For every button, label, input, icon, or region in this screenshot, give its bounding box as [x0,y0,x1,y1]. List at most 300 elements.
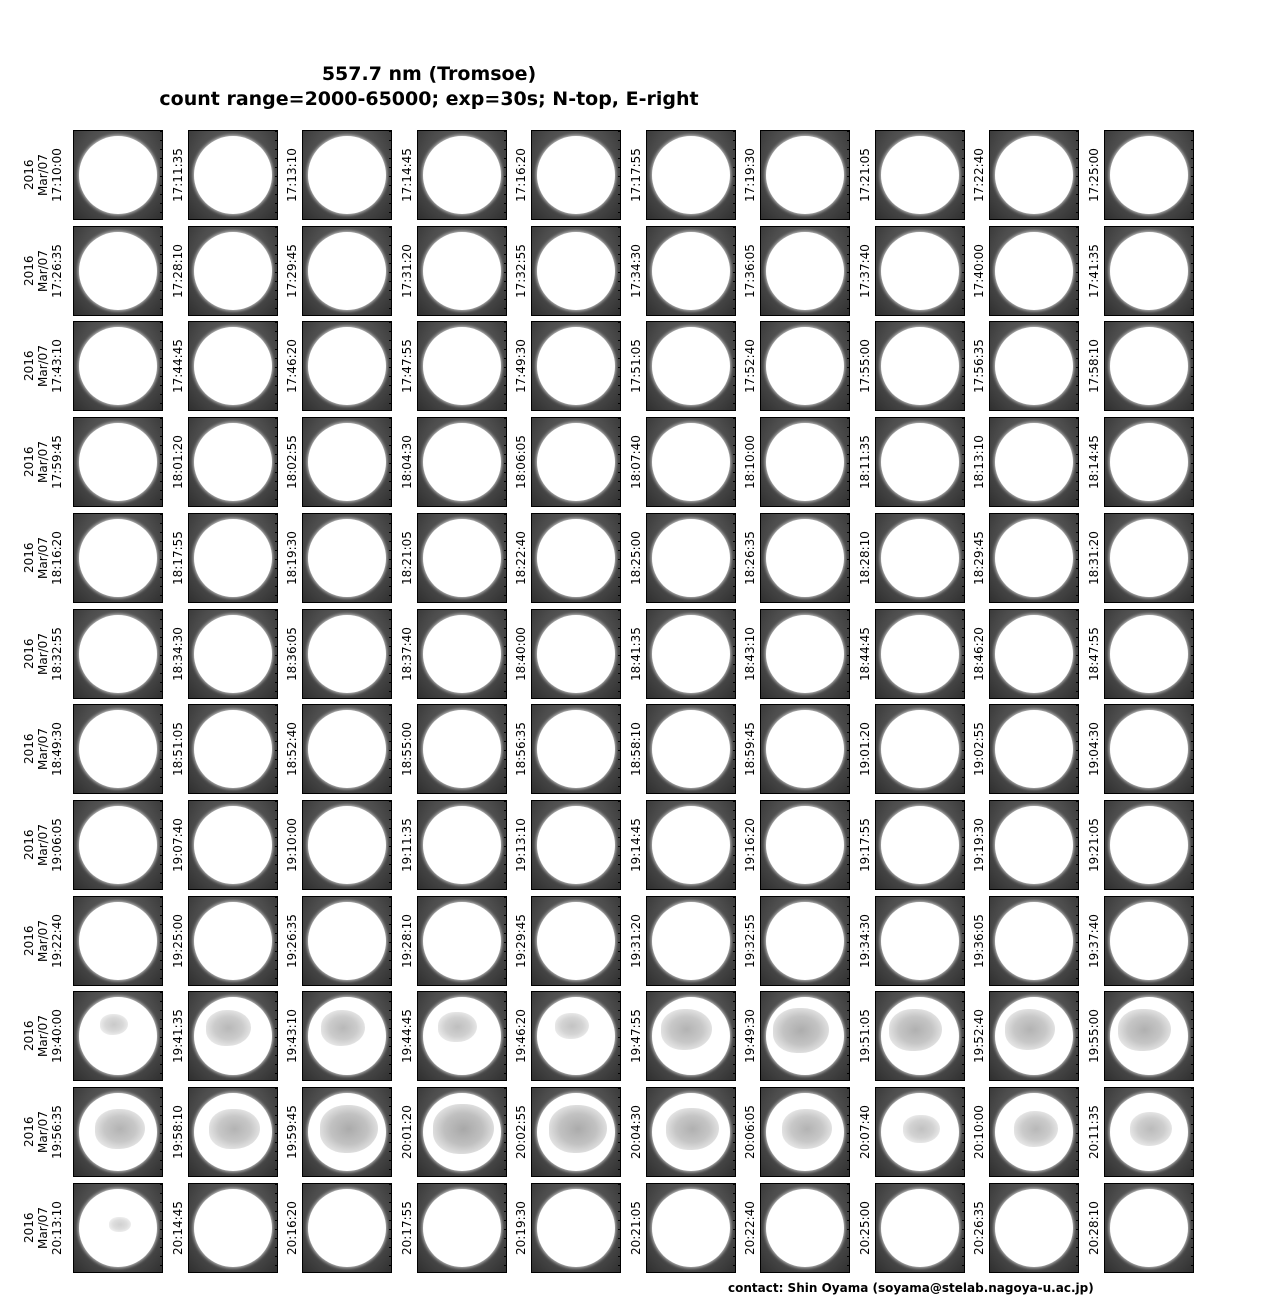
sky-disk [79,1093,157,1171]
sky-image-cell [1086,704,1218,794]
sky-image-cell [1086,1087,1218,1177]
time-label: 20:25:00 [857,1200,872,1255]
sky-image-cell [22,609,187,699]
date-label: Mar/07 [36,345,50,388]
time-label: 19:11:35 [399,817,414,872]
all-sky-image [417,1183,507,1273]
time-label: 19:22:40 [50,913,64,968]
all-sky-image [646,513,736,603]
sky-disk [194,1093,272,1171]
row-timestamp-label [23,704,64,794]
sky-disk [995,710,1073,788]
sky-disk [308,1189,386,1267]
frame-ticks [1076,705,1079,793]
frame-ticks [1191,801,1194,889]
sky-image-cell [743,704,874,794]
frame-ticks [1076,1184,1079,1272]
all-sky-image [73,1183,163,1273]
time-label: 18:29:45 [972,530,986,585]
sky-image-cell [22,130,187,220]
aurora-emission [320,1105,379,1153]
sky-image-cell [972,704,1103,794]
sky-image-cell [743,609,874,699]
frame-ticks [1076,514,1079,602]
sky-disk [881,902,959,980]
sky-disk [194,136,272,214]
time-label: 19:58:10 [170,1105,185,1159]
all-sky-image [417,513,507,603]
time-label: 17:56:35 [972,339,986,394]
all-sky-image [73,800,163,890]
frame-ticks [618,705,621,793]
frame-ticks [847,131,850,219]
frame-ticks [160,610,163,698]
sky-image-cell [972,800,1103,890]
sky-disk [423,1093,501,1171]
frame-ticks [160,418,163,506]
frame-ticks [962,418,965,506]
frame-ticks [504,418,507,506]
all-sky-image [531,991,621,1081]
time-label: 18:36:05 [285,626,299,681]
sky-image-cell [972,130,1103,220]
all-sky-image [302,991,392,1081]
all-sky-image [1104,321,1194,411]
frame-ticks [847,1184,850,1272]
all-sky-image [1104,1183,1194,1273]
frame-ticks [1076,801,1079,889]
sky-disk [995,232,1073,310]
all-sky-image [531,609,621,699]
all-sky-image [417,130,507,220]
frame-ticks [1076,992,1079,1080]
time-label: 18:52:40 [285,722,299,777]
frame-ticks [1191,227,1194,315]
time-label: 20:10:00 [972,1105,986,1159]
time-label: 19:10:00 [285,817,299,872]
all-sky-image [531,704,621,794]
all-sky-image [302,896,392,986]
time-label: 19:31:20 [628,913,643,968]
frame-ticks [618,610,621,698]
frame-ticks [733,1088,736,1176]
frame-ticks [1191,514,1194,602]
aurora-emission [773,1008,829,1053]
sky-image-cell [514,1183,645,1273]
frame-ticks [962,897,965,985]
sky-image-cell [743,991,874,1081]
frame-ticks [1191,322,1194,410]
time-label: 17:21:05 [857,148,872,202]
row-timestamp-label [23,609,64,699]
sky-image-cell [972,1087,1103,1177]
time-label: 17:41:35 [1086,243,1101,298]
year-label: 2016 [22,1021,36,1052]
year-label: 2016 [22,255,36,286]
sky-disk [79,806,157,884]
sky-image-cell [743,1183,874,1273]
frame-ticks [275,418,278,506]
sky-image-cell [1086,226,1218,316]
sky-image-cell [1086,800,1218,890]
frame-ticks [1191,992,1194,1080]
all-sky-image [1104,896,1194,986]
all-sky-image [417,800,507,890]
all-sky-image [760,896,850,986]
time-label: 17:55:00 [857,339,872,394]
all-sky-image [646,1183,736,1273]
all-sky-image [760,704,850,794]
frame-ticks [618,1184,621,1272]
time-label: 20:14:45 [170,1200,185,1255]
frame-ticks [962,610,965,698]
time-label: 18:49:30 [50,722,64,777]
aurora-emission [782,1109,832,1149]
time-label: 19:40:00 [50,1009,64,1064]
frame-ticks [733,801,736,889]
time-label: 19:16:20 [743,817,757,872]
time-label: 19:44:45 [399,1009,414,1064]
all-sky-image [188,226,278,316]
frame-ticks [962,992,965,1080]
all-sky-image [73,226,163,316]
all-sky-image [760,1087,850,1177]
sky-image-cell [743,1087,874,1177]
all-sky-image [875,704,965,794]
sky-image-cell [972,417,1103,507]
sky-disk [995,615,1073,693]
aurora-emission [903,1115,940,1143]
time-label: 18:04:30 [399,435,414,490]
sky-disk [423,232,501,310]
time-label: 18:01:20 [170,435,185,490]
frame-ticks [389,897,392,985]
all-sky-image [531,130,621,220]
frame-ticks [847,227,850,315]
all-sky-image [417,704,507,794]
sky-disk [652,710,730,788]
all-sky-image [73,1087,163,1177]
frame-ticks [733,418,736,506]
sky-image-cell [514,991,645,1081]
year-label: 2016 [22,925,36,956]
frame-ticks [275,1088,278,1176]
year-label: 2016 [22,1116,36,1148]
year-label: 2016 [22,638,36,669]
time-label: 17:40:00 [972,243,986,298]
all-sky-image [531,417,621,507]
time-label: 19:56:35 [50,1105,64,1159]
all-sky-image [760,991,850,1081]
all-sky-image [989,417,1079,507]
sky-image-cell [514,896,645,986]
sky-disk [652,423,730,501]
plot-subtitle: count range=2000-65000; exp=30s; N-top, E-right [159,88,699,110]
all-sky-image [417,226,507,316]
all-sky-image [1104,226,1194,316]
all-sky-image [989,704,1079,794]
time-label: 18:40:00 [514,626,528,681]
sky-image-cell [972,991,1103,1081]
frame-ticks [1191,705,1194,793]
sky-image-cell [972,896,1103,986]
sky-disk [766,1093,844,1171]
frame-ticks [618,418,621,506]
date-label: Mar/07 [36,536,50,579]
time-label: 20:26:35 [972,1200,986,1255]
time-label: 19:49:30 [743,1009,757,1064]
sky-disk [308,232,386,310]
frame-ticks [275,227,278,315]
all-sky-image [188,1183,278,1273]
sky-disk [1110,423,1188,501]
sky-disk [1110,997,1188,1075]
frame-ticks [618,801,621,889]
time-label: 17:47:55 [399,339,414,394]
all-sky-image [188,896,278,986]
aurora-emission [95,1109,145,1149]
sky-disk [537,710,615,788]
all-sky-image [73,991,163,1081]
aurora-emission [1118,1009,1171,1052]
sky-image-cell [1086,513,1218,603]
aurora-emission [555,1013,589,1039]
row-timestamp-label [23,226,64,316]
year-label: 2016 [22,159,36,191]
sky-image-cell [22,226,187,316]
sky-image-cell [514,609,645,699]
frame-ticks [1076,322,1079,410]
time-label: 20:17:55 [399,1200,414,1255]
sky-disk [881,806,959,884]
aurora-emission [661,1009,711,1049]
time-label: 18:55:00 [399,722,414,777]
sky-disk [194,997,272,1075]
sky-disk [423,997,501,1075]
sky-disk [995,997,1073,1075]
aurora-emission [433,1104,494,1154]
sky-image-cell [514,704,645,794]
frame-ticks [160,1184,163,1272]
frame-ticks [275,131,278,219]
time-label: 17:22:40 [972,148,986,202]
all-sky-image [875,896,965,986]
sky-disk [308,997,386,1075]
all-sky-image [302,417,392,507]
sky-disk [881,327,959,405]
time-label: 17:31:20 [399,243,414,298]
sky-disk [995,902,1073,980]
date-label: Mar/07 [36,1015,50,1058]
all-sky-image [760,609,850,699]
all-sky-image [188,609,278,699]
sky-disk [652,519,730,597]
sky-image-cell [743,321,874,411]
sky-disk [652,1189,730,1267]
time-label: 17:11:35 [170,148,185,202]
all-sky-image [760,417,850,507]
row-timestamp-label [23,1183,64,1273]
all-sky-image [989,800,1079,890]
sky-disk [766,327,844,405]
time-label: 17:43:10 [50,339,64,394]
frame-ticks [275,705,278,793]
date-label: Mar/07 [36,1206,50,1249]
sky-disk [652,902,730,980]
time-label: 17:13:10 [285,148,299,202]
frame-ticks [733,322,736,410]
sky-disk [766,710,844,788]
sky-disk [194,423,272,501]
sky-disk [423,136,501,214]
sky-disk [652,232,730,310]
date-label: Mar/07 [36,154,50,196]
sky-disk [1110,327,1188,405]
sky-disk [995,806,1073,884]
time-label: 18:47:55 [1086,626,1101,681]
all-sky-image [989,609,1079,699]
sky-disk [881,615,959,693]
date-label: Mar/07 [36,919,50,962]
frame-ticks [618,227,621,315]
frame-ticks [389,992,392,1080]
frame-ticks [1191,1184,1194,1272]
sky-image-cell [514,321,645,411]
sky-image-cell [285,417,416,507]
all-sky-image [188,321,278,411]
all-sky-image [531,1183,621,1273]
sky-disk [423,806,501,884]
all-sky-image [417,896,507,986]
all-sky-image [646,704,736,794]
sky-disk [995,136,1073,214]
time-label: 17:14:45 [399,148,414,202]
time-label: 18:46:20 [972,626,986,681]
time-label: 19:37:40 [1086,913,1101,968]
sky-disk [308,902,386,980]
time-label: 18:16:20 [50,530,64,585]
time-label: 17:58:10 [1086,339,1101,394]
frame-ticks [504,992,507,1080]
sky-disk [1110,519,1188,597]
sky-disk [308,806,386,884]
all-sky-image [875,1183,965,1273]
time-label: 17:36:05 [743,243,757,298]
sky-disk [194,902,272,980]
frame-ticks [275,514,278,602]
sky-disk [766,519,844,597]
all-sky-image [875,1087,965,1177]
all-sky-image [646,417,736,507]
frame-ticks [504,1184,507,1272]
frame-ticks [962,322,965,410]
sky-image-cell [514,226,645,316]
all-sky-image [73,896,163,986]
contact-line: contact: Shin Oyama (soyama@stelab.nagoya-u.ac.jp) [728,1281,1094,1295]
aurora-emission [1014,1111,1059,1147]
frame-ticks [160,705,163,793]
all-sky-image [73,609,163,699]
all-sky-image [302,1087,392,1177]
frame-ticks [733,1184,736,1272]
all-sky-image [1104,417,1194,507]
time-label: 20:02:55 [514,1105,528,1159]
aurora-emission [209,1109,259,1149]
row-timestamp-label [23,130,64,220]
frame-ticks [389,131,392,219]
sky-image-cell [22,321,187,411]
sky-disk [537,1189,615,1267]
frame-ticks [962,705,965,793]
time-label: 19:32:55 [743,913,757,968]
sky-disk [1110,615,1188,693]
all-sky-image [646,226,736,316]
time-label: 19:34:30 [857,913,872,968]
frame-ticks [733,992,736,1080]
sky-disk [881,710,959,788]
time-label: 19:21:05 [1086,817,1101,872]
sky-image-cell [285,321,416,411]
sky-disk [79,1189,157,1267]
all-sky-image [188,991,278,1081]
frame-ticks [504,801,507,889]
sky-image-cell [22,1183,187,1273]
all-sky-image [1104,704,1194,794]
row-timestamp-label [23,800,64,890]
sky-disk [537,997,615,1075]
sky-disk [79,136,157,214]
all-sky-image [989,991,1079,1081]
sky-disk [766,615,844,693]
sky-disk [423,327,501,405]
all-sky-image [760,1183,850,1273]
frame-ticks [389,705,392,793]
time-label: 17:28:10 [170,243,185,298]
all-sky-image [188,417,278,507]
all-sky-image [417,1087,507,1177]
time-label: 18:21:05 [399,530,414,585]
time-label: 20:01:20 [399,1105,414,1159]
time-label: 19:47:55 [628,1009,643,1064]
sky-image-cell [743,130,874,220]
all-sky-image [646,800,736,890]
frame-ticks [847,897,850,985]
time-label: 18:37:40 [399,626,414,681]
sky-image-cell [1086,130,1218,220]
time-label: 17:59:45 [50,435,64,490]
sky-image-cell [285,896,416,986]
sky-disk [1110,806,1188,884]
all-sky-image [73,417,163,507]
sky-image-cell [285,800,416,890]
sky-disk [194,232,272,310]
frame-ticks [504,131,507,219]
frame-ticks [275,610,278,698]
sky-image-cell [22,800,187,890]
sky-disk [308,327,386,405]
frame-ticks [962,801,965,889]
sky-image-cell [743,513,874,603]
frame-ticks [160,801,163,889]
frame-ticks [618,131,621,219]
sky-image-cell [285,1183,416,1273]
sky-disk [537,519,615,597]
sky-disk [79,519,157,597]
aurora-emission [206,1010,251,1046]
sky-disk [194,710,272,788]
sky-disk [1110,232,1188,310]
all-sky-image [417,417,507,507]
